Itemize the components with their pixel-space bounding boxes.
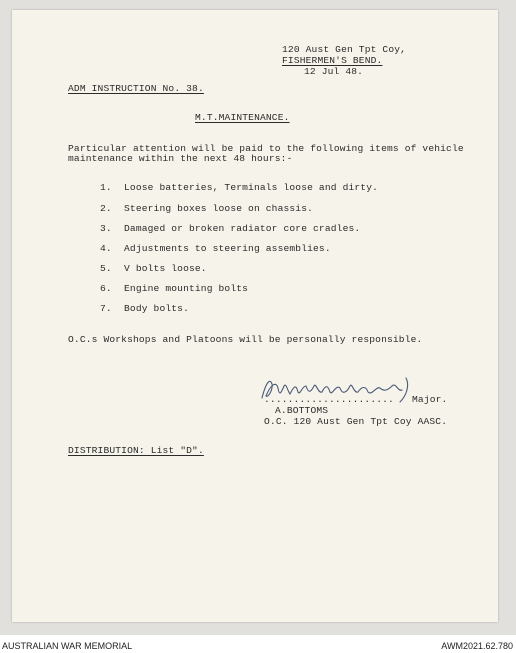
subject-heading: M.T.MAINTENANCE.	[195, 112, 290, 123]
item-text: Engine mounting bolts	[124, 283, 249, 294]
responsibility-statement: O.C.s Workshops and Platoons will be personally responsible.	[68, 334, 423, 345]
instruction-title: ADM INSTRUCTION No. 38.	[68, 83, 204, 94]
item-text: Damaged or broken radiator core cradles.	[124, 223, 361, 234]
header-date: 12 Jul 48.	[304, 66, 364, 77]
footer-accession-number: AWM2021.62.780	[441, 641, 513, 651]
item-number: 1.	[100, 182, 112, 193]
item-number: 6.	[100, 283, 112, 294]
distribution-line: DISTRIBUTION: List "D".	[68, 445, 204, 456]
footer-institution: AUSTRALIAN WAR MEMORIAL	[2, 641, 133, 651]
item-number: 4.	[100, 243, 112, 254]
header-unit: 120 Aust Gen Tpt Coy,	[282, 44, 407, 55]
intro-line-1: Particular attention will be paid to the following items of vehicle	[68, 143, 464, 154]
signatory-name: A.BOTTOMS	[275, 405, 329, 416]
item-text: Loose batteries, Terminals loose and dirty.	[124, 182, 379, 193]
item-text: V bolts loose.	[124, 263, 207, 274]
signature-dotted-line: ......................	[264, 394, 394, 405]
signatory-appointment: O.C. 120 Aust Gen Tpt Coy AASC.	[264, 416, 448, 427]
item-number: 5.	[100, 263, 112, 274]
intro-line-2: maintenance within the next 48 hours:-	[68, 153, 293, 164]
header-location: FISHERMEN'S BEND.	[282, 55, 383, 66]
item-number: 3.	[100, 223, 112, 234]
item-number: 7.	[100, 303, 112, 314]
signatory-rank: Major.	[412, 394, 448, 405]
item-text: Adjustments to steering assemblies.	[124, 243, 331, 254]
item-text: Body bolts.	[124, 303, 189, 314]
item-text: Steering boxes loose on chassis.	[124, 203, 314, 214]
document-page	[12, 10, 498, 622]
item-number: 2.	[100, 203, 112, 214]
